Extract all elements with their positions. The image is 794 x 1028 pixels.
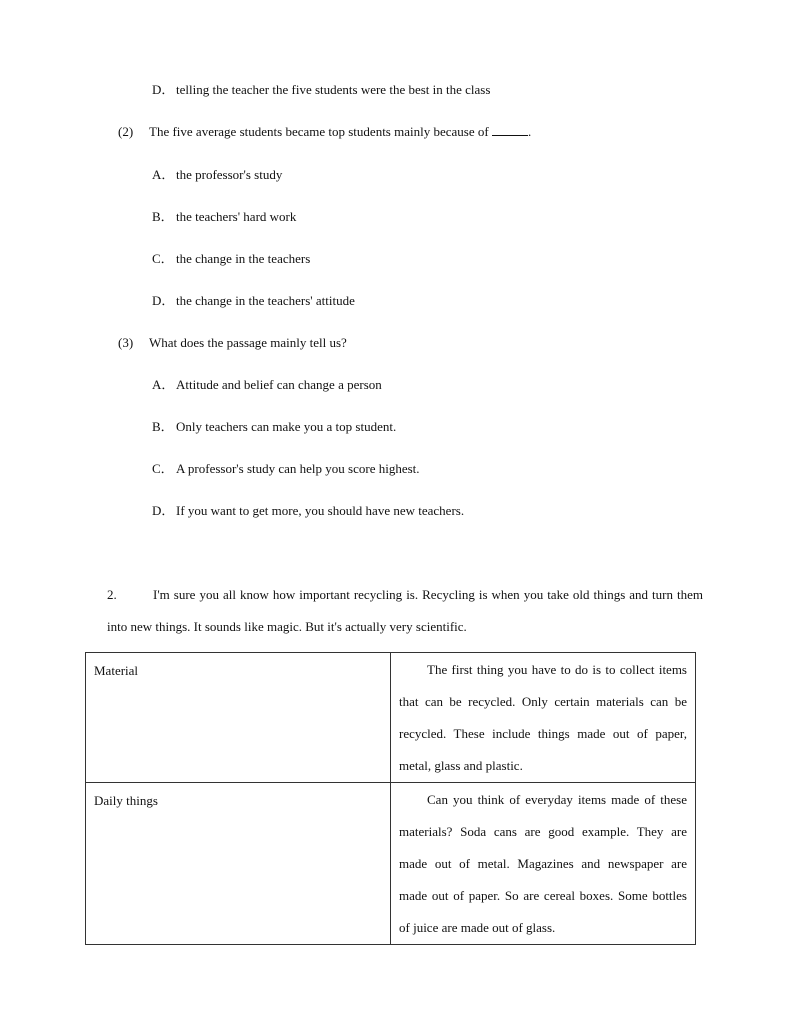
subquestion-3-stem: What does the passage mainly tell us?	[149, 335, 347, 350]
option-letter: C．	[152, 461, 174, 476]
option-letter: D．	[152, 503, 175, 518]
subquestion-3-option-b	[152, 418, 396, 436]
option-text: the teachers' hard work	[176, 209, 297, 224]
table-row	[86, 653, 696, 783]
table-cell-text: Can you think of everyday items made of these materials? Soda cans are good example. They are made out of metal. Magazines and newspaper are made out of paper. So are cereal boxes. Some bottles of juice are made out of glass.	[391, 783, 696, 945]
option-letter: B．	[152, 209, 174, 224]
subquestion-2-stem	[149, 123, 531, 141]
option-letter: B．	[152, 419, 174, 434]
subquestion-3-option-d	[152, 502, 464, 520]
option-text: telling the teacher the five students were the best in the class	[176, 82, 491, 97]
option-letter: C．	[152, 251, 174, 266]
stem-text: The five average students became top students mainly because of	[149, 124, 489, 139]
subquestion-2-option-d	[152, 292, 355, 310]
option-text: the change in the teachers' attitude	[176, 293, 355, 308]
subquestion-3-number: (3)	[118, 335, 134, 350]
subquestion-3-option-c	[152, 460, 420, 478]
option-text: A professor's study can help you score highest.	[176, 461, 420, 476]
subquestion-2-option-a	[152, 166, 282, 184]
q1-option-d	[152, 81, 490, 99]
option-text: Attitude and belief can change a person	[176, 377, 382, 392]
subquestion-2-option-c	[152, 250, 310, 268]
question-2-intro-text: I'm sure you all know how important recycling is. Recycling is when you take old things and turn them into new things. It sounds like magic. But it's actually very scientific.	[107, 587, 703, 634]
option-text: the change in the teachers	[176, 251, 311, 266]
stem-end: .	[527, 124, 532, 139]
option-text: If you want to get more, you should have new teachers.	[176, 503, 465, 518]
table-cell-label: Daily things	[86, 783, 391, 945]
option-text: Only teachers can make you a top student.	[176, 419, 397, 434]
option-letter: D．	[152, 82, 175, 97]
table-cell-label: Material	[86, 653, 391, 783]
recycling-table	[85, 652, 696, 945]
table-row	[86, 783, 696, 945]
option-letter: A．	[152, 377, 175, 392]
question-2-number: 2.	[107, 587, 117, 602]
subquestion-2-option-b	[152, 208, 296, 226]
option-letter: A．	[152, 167, 175, 182]
option-text: the professor's study	[176, 167, 283, 182]
table-cell-text: The first thing you have to do is to collect items that can be recycled. Only certain materials can be recycled. These include things made out of paper, metal, glass and plastic.	[391, 653, 696, 783]
subquestion-2-number: (2)	[118, 124, 134, 139]
option-letter: D．	[152, 293, 175, 308]
question-2-intro	[107, 579, 703, 643]
subquestion-3-option-a	[152, 376, 382, 394]
answer-blank	[492, 124, 528, 136]
